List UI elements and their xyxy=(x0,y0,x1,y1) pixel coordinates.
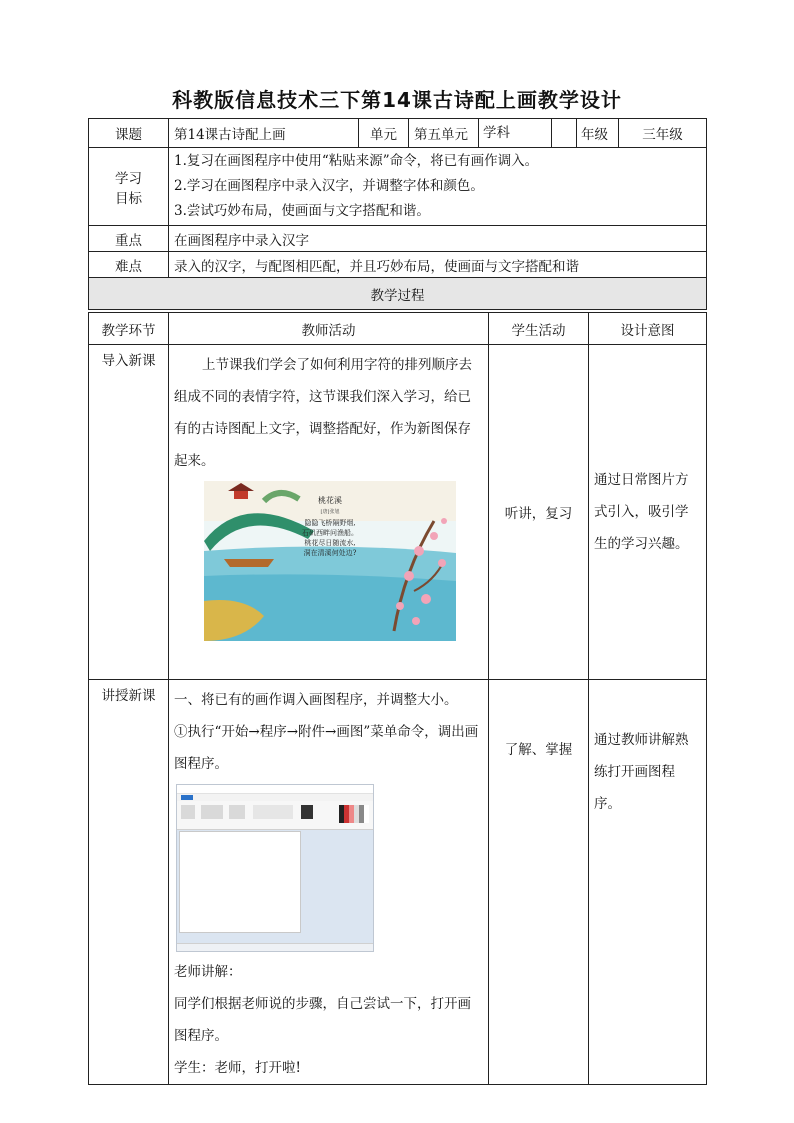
lecture-instruction: 同学们根据老师说的步骤，自己尝试一下，打开画图程序。 xyxy=(174,996,471,1044)
poem-line: 石矶西畔问渔船。 xyxy=(302,529,358,537)
goals-label-line-2: 目标 xyxy=(115,190,142,207)
subject-label: 学科 xyxy=(479,119,552,147)
intro-teacher-text: 上节课我们学会了如何利用字符的排列顺序去组成不同的表情字符，这节课我们深入学习，给已有的古诗图配上文字，调整搭配好，作为新图保存起来。 xyxy=(174,357,472,469)
intro-intent: 通过日常图片方式引入，吸引学生的学习兴趣。 xyxy=(589,345,707,680)
unit-label: 单元 xyxy=(359,119,409,148)
lecture-teacher-cell xyxy=(169,680,489,1085)
process-heading: 教学过程 xyxy=(89,278,707,310)
difficulty-value: 录入的汉字，与配图相匹配，并且巧妙布局，使画面与文字搭配和谐 xyxy=(169,252,707,278)
col-teacher-header: 教师活动 xyxy=(169,313,489,345)
grade-value: 三年级 xyxy=(619,119,707,148)
col-stage-header: 教学环节 xyxy=(89,313,169,345)
lecture-step-1: 一、将已有的画作调入画图程序，并调整大小。 xyxy=(174,692,458,708)
page-title: 科教版信息技术三下第14课古诗配上画教学设计 xyxy=(172,88,622,112)
goal-item: 3.尝试巧妙布局，使画面与文字搭配和谐。 xyxy=(174,203,430,219)
poem-title: 桃花溪 xyxy=(318,496,342,505)
poem-illustration xyxy=(204,481,456,641)
lecture-intent: 通过教师讲解熟练打开画图程序。 xyxy=(589,680,707,1085)
topic-value: 第14课古诗配上画 xyxy=(169,119,359,148)
process-table xyxy=(88,312,707,1085)
key-label: 重点 xyxy=(89,226,169,252)
paint-color-palette xyxy=(339,805,369,823)
lecture-step-1-1: ①执行“开始→程序→附件→画图”菜单命令，调出画图程序。 xyxy=(174,724,479,772)
goals-label-line-1: 学习 xyxy=(115,170,142,187)
paint-tabs xyxy=(177,794,373,801)
unit-value: 第五单元 xyxy=(409,119,479,148)
goal-item: 1.复习在画图程序中使用“粘贴来源”命令，将已有画作调入。 xyxy=(174,153,539,169)
poem-line: 桃花尽日随流水, xyxy=(304,539,356,547)
lecture-student-reply: 学生：老师，打开啦! xyxy=(174,1060,301,1076)
poem-line: 隐隐飞桥隔野烟, xyxy=(304,519,356,527)
paint-screenshot xyxy=(176,784,374,952)
col-intent-header: 设计意图 xyxy=(589,313,707,345)
lecture-student: 了解、掌握 xyxy=(489,680,589,1085)
poem-author: [唐]张旭 xyxy=(320,509,340,515)
key-value: 在画图程序中录入汉字 xyxy=(169,226,707,252)
paint-status-bar xyxy=(177,943,373,951)
intro-teacher-cell xyxy=(169,345,489,680)
lesson-plan-table xyxy=(88,118,707,310)
paint-titlebar xyxy=(177,785,373,794)
topic-label: 课题 xyxy=(89,119,169,148)
lecture-stage: 讲授新课 xyxy=(89,680,169,1085)
goals-label xyxy=(89,148,169,226)
intro-stage: 导入新课 xyxy=(89,345,169,680)
col-student-header: 学生活动 xyxy=(489,313,589,345)
intro-student: 听讲，复习 xyxy=(489,345,589,680)
difficulty-label: 难点 xyxy=(89,252,169,278)
paint-canvas xyxy=(179,831,301,933)
grade-label: 年级 xyxy=(581,127,608,143)
poem-line: 洞在清溪何处边? xyxy=(303,549,357,557)
lecture-teacher-note: 老师讲解： xyxy=(174,964,242,980)
goal-item: 2.学习在画图程序中录入汉字，并调整字体和颜色。 xyxy=(174,178,484,194)
goals-list xyxy=(169,148,707,226)
paint-ribbon xyxy=(177,801,373,830)
